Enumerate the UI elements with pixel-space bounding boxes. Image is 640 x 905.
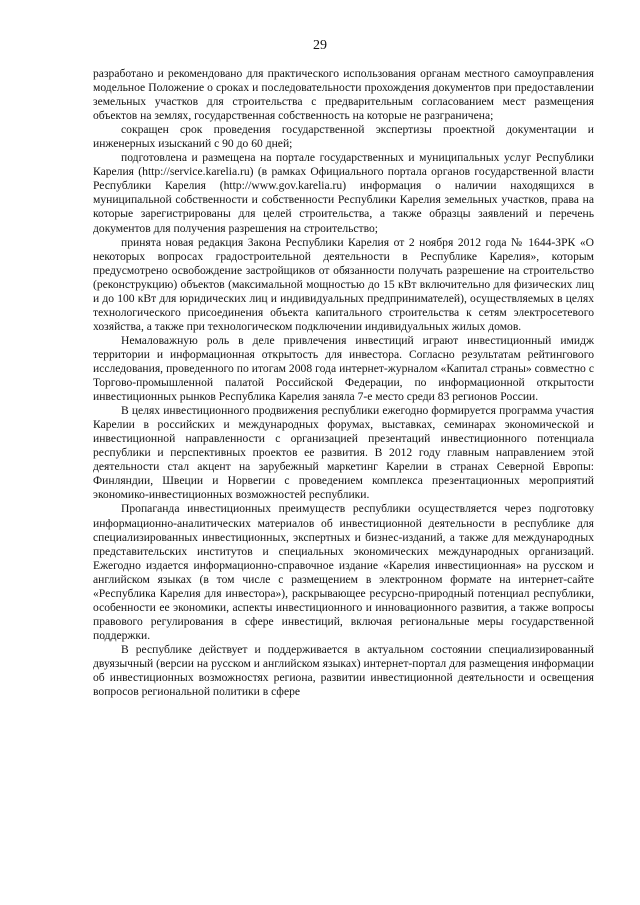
- page-number: 29: [313, 38, 327, 53]
- paragraph-new-law-edition: принята новая редакция Закона Республики Карелия от 2 ноября 2012 года № 1644-ЗРК «О некоторых вопросах градостроительной деятельности в Республике Карелия», которым предусмотрено освобождение застройщиков от обязанности получать разрешение на строительство (реконструкцию) объектов (максимальной мощностью до 15 кВт включительно для физических лиц и до 100 кВт для юридических лиц и индивидуальных предпринимателей), осуществляемых в целях технологического присоединения объекта капитального строительства к сетям электросетевого хозяйства, а также при технологическом подключении индивидуальных жилых домов.: [93, 235, 594, 333]
- paragraph-investment-image: Немаловажную роль в деле привлечения инвестиций играют инвестиционный имидж территории и информационная открытость для инвестора. Согласно результатам рейтингового исследования, проведенного по итогам 2008 года интернет-журналом «Капитал страны» совместно с Торгово-промышленной палатой Российской Федерации, по информационной открытости инвестиционных рынков Республика Карелия заняла 7-е место среди 83 регионов России.: [93, 333, 594, 404]
- paragraph-investment-promotion: В целях инвестиционного продвижения республики ежегодно формируется программа участия Карелии в российских и международных форумах, выставках, семинарах экономической и инвестиционной направленности с организацией презентаций инвестиционного потенциала республики и перспективных проектов ее развития. В 2012 году главным направлением этой деятельности стал акцент на зарубежный маркетинг Карелии в странах Северной Европы: Финляндии, Швеции и Норвегии с проведением комплекса презентационных мероприятий экономико-инвестиционных возможностей республики.: [93, 404, 594, 502]
- paragraph-portal-info: подготовлена и размещена на портале государственных и муниципальных услуг Республики Карелия (http://service.karelia.ru) (в рамках Официального портала органов государственной власти Республики Карелия (http://www.gov.karelia.ru) информация о наличии находящихся в муниципальной собственности и собственности Республики Карелия земельных участков, права на которые зарегистрированы для целей строительства, а также образцы заявлений и перечень документов для получения разрешения на строительство;: [93, 151, 594, 235]
- document-body: [93, 67, 594, 699]
- paragraph-internet-portal: В республике действует и поддерживается в актуальном состоянии специализированный двуязычный (версии на русском и английском языках) интернет-портал для размещения информации об инвестиционных возможностях региона, развитии инвестиционной деятельности и освещения вопросов региональной политики в сфере: [93, 642, 594, 699]
- paragraph-model-regulation: разработано и рекомендовано для практического использования органам местного самоуправления модельное Положение о сроках и последовательности прохождения документов при предоставлении земельных участков для строительства с предварительным согласованием мест размещения объектов на землях, государственная собственность на которые не разграничена;: [93, 67, 594, 123]
- paragraph-expertise-term: сокращен срок проведения государственной экспертизы проектной документации и инженерных изысканий с 90 до 60 дней;: [93, 123, 594, 151]
- paragraph-investment-propaganda: Пропаганда инвестиционных преимуществ республики осуществляется через подготовку информационно-аналитических материалов об инвестиционной деятельности в республике для специализированных инвестиционных, экспертных и бизнес-изданий, а также для международных представительских институтов и специальных экономических международных организаций. Ежегодно издается информационно-справочное издание «Карелия инвестиционная» на русском и английском языках (в том числе с размещением в электронном формате на интернет-сайте «Республика Карелия для инвестора»), раскрывающее ресурсно-природный потенциал республики, особенности ее экономики, аспекты инвестиционного и инновационного развития, а также вопросы правового регулирования в сфере инвестиций, включая региональные меры государственной поддержки.: [93, 502, 594, 642]
